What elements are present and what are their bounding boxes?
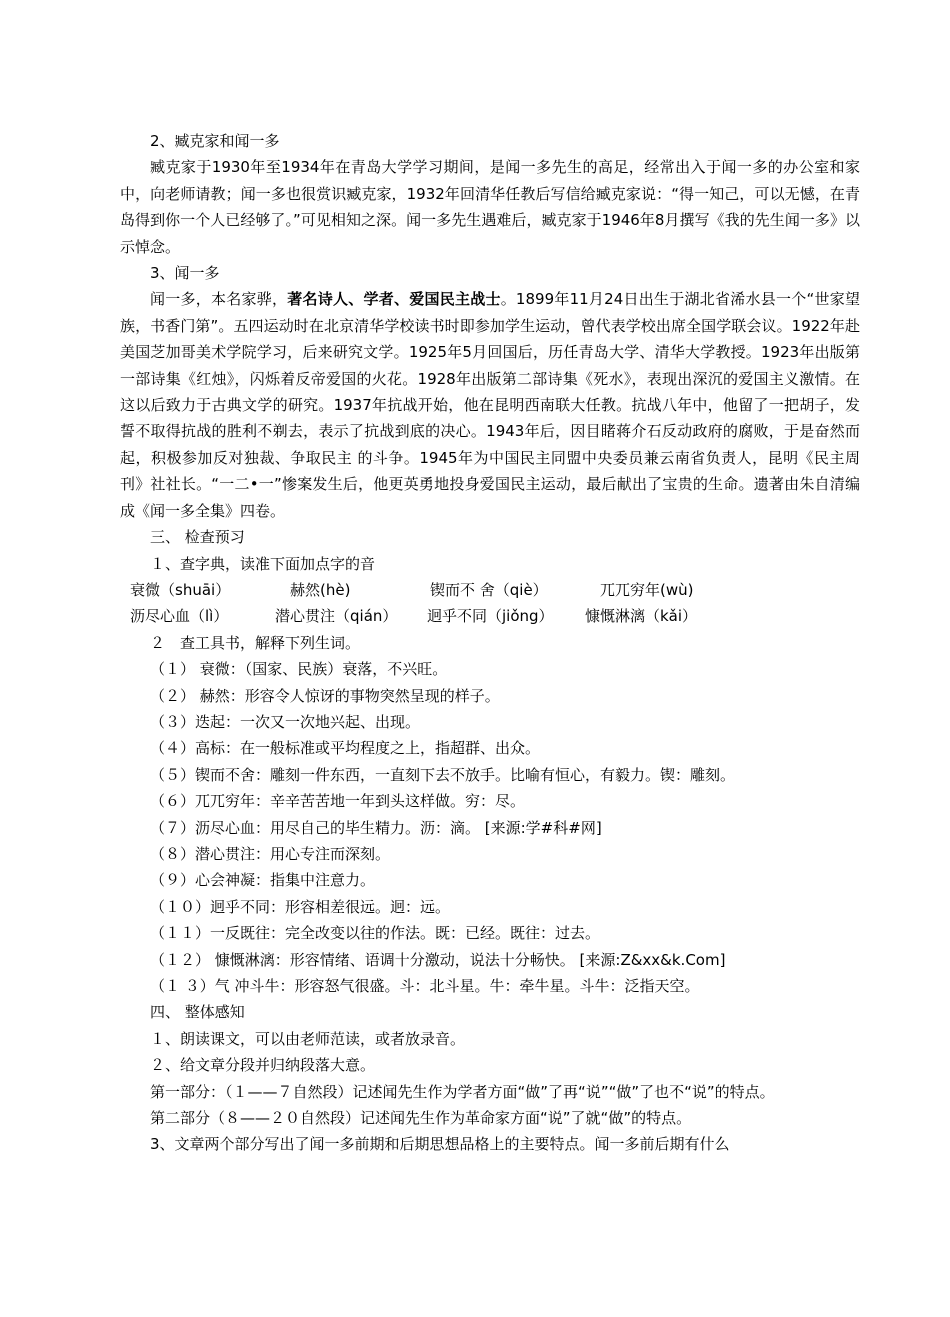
pronunciation-entry: 兀兀穷年(wù) xyxy=(600,580,694,599)
pronunciation-entry: 潜心贯注（qián） xyxy=(275,607,398,626)
overall-item-1: １、朗读课文，可以由老师范读，或者放录音。 xyxy=(150,1029,466,1048)
definition-item: （７）沥尽心血：用尽自己的毕生精力。沥：滴。 [来源:学#科#网] xyxy=(150,818,602,837)
pronunciation-entry: 迥乎不同（jiǒng） xyxy=(427,607,554,626)
check-item-2: ２ 查工具书，解释下列生词。 xyxy=(150,633,361,652)
definition-item: （５）锲而不舍：雕刻一件东西，一直刻下去不放手。比喻有恒心，有毅力。锲：雕刻。 xyxy=(150,765,736,784)
overall-item-2: ２、给文章分段并归纳段落大意。 xyxy=(150,1056,376,1075)
overall-item-3: 3、文章两个部分写出了闻一多前期和后期思想品格上的主要特点。闻一多前后期有什么 xyxy=(150,1135,730,1154)
definition-item: （６）兀兀穷年：辛辛苦苦地一年到头这样做。穷：尽。 xyxy=(150,792,526,811)
pronunciation-row-2 xyxy=(120,603,860,629)
definition-item: （１１）一反既往：完全改变以往的作法。既：已经。既往：过去。 xyxy=(150,924,601,943)
bio-text-start: 闻一多，本名家骅， xyxy=(150,290,288,309)
paragraph-wenyiduo xyxy=(120,286,860,524)
pronunciation-entry: 沥尽心血（lì） xyxy=(130,607,229,626)
definition-item: （３）迭起：一次又一次地兴起、出现。 xyxy=(150,712,421,731)
check-item-1: １、查字典，读准下面加点字的音 xyxy=(150,554,376,573)
definition-item: （１ ３）气 冲斗牛：形容怒气很盛。斗：北斗星。牛：牵牛星。斗牛：泛指天空。 xyxy=(150,977,700,995)
bio-text-rest: 。1899年11月24日出生于湖北省浠水县一个“世家望族，书香门第”。五四运动时在北京清华学校读书时即参加学生运动，曾代表学校出席全国学联会议。1922年赴美国芝加哥美术学院学习，后来研究文学。1925年5月回国后，历任青岛大学、清华大学教授。1923年出版第一部诗集《红烛》，闪烁着反帝爱国的火花。1928年出版第二部诗集《死水》，表现出深沉的爱国主义激情。在这以后致力于古典文学的研究。1937年抗战开始，他在昆明西南联大任教。抗战八年中，他留了一把胡子，发誓不取得抗战的胜利不剃去，表示了抗战到底的决心。1943年后，因目睹蒋介石反动政府的腐败，于是奋然而起，积极参加反对独裁、争取民主 的斗争。1945年为中国民主同盟中央委员兼云南省负责人，昆明《民主周刊》社社长。“一二•一”惨案发生后，他更英勇地投身爱国民主运动，最后献出了宝贵的生命。遗著由朱自清编成《闻一多全集》四卷。 xyxy=(120,290,860,520)
pronunciation-entry: 慷慨淋漓（kǎi） xyxy=(585,607,698,626)
definition-item: （１） 衰微：（国家、民族）衰落，不兴旺。 xyxy=(150,660,448,679)
definition-item: （９）心会神凝：指集中注意力。 xyxy=(150,871,376,890)
definition-item: （４）高标：在一般标准或平均程度之上，指超群、出众。 xyxy=(150,739,541,758)
section-heading-zangkejia: 2、臧克家和闻一多 xyxy=(150,132,280,150)
pronunciation-entry: 衰微（shuāi） xyxy=(130,580,231,599)
section-heading-wenyiduo: 3、闻一多 xyxy=(150,264,220,283)
pronunciation-entry: 锲而不 舍（qiè） xyxy=(430,580,548,599)
definition-item: （１２） 慷慨淋漓：形容情绪、语调十分激动，说法十分畅快。 [来源:Z&xx&k.Com] xyxy=(150,950,726,969)
pronunciation-entry: 赫然(hè) xyxy=(290,580,351,599)
paragraph-zangkejia: 臧克家于1930年至1934年在青岛大学学习期间，是闻一多先生的高足，经常出入于闻一多的办公室和家中，向老师请教；闻一多也很赏识臧克家，1932年回清华任教后写信给臧克家说：“得一知己，可以无憾，在青岛得到你一个人已经够了。”可见相知之深。闻一多先生遇难后，臧克家于1946年8月撰写《我的先生闻一多》以示悼念。 xyxy=(120,158,860,256)
definition-item: （８）潜心贯注：用心专注而深刻。 xyxy=(150,844,391,863)
part-1-summary: 第一部分：（１——７自然段）记述闻先生作为学者方面“做”了再“说”“做”了也不“说”的特点。 xyxy=(150,1082,775,1101)
document-body xyxy=(120,128,860,1158)
part-2-summary: 第二部分（８——２０自然段）记述闻先生作为革命家方面“说”了就“做”的特点。 xyxy=(150,1109,692,1128)
definition-item: （１０）迥乎不同：形容相差很远。迥：远。 xyxy=(150,897,451,916)
definition-item: （２） 赫然：形容令人惊讶的事物突然呈现的样子。 xyxy=(150,686,500,705)
pronunciation-row-1 xyxy=(120,577,860,603)
section-heading-check: 三、 检查预习 xyxy=(150,528,245,547)
bio-bold-title: 著名诗人、学者、爱国民主战士 xyxy=(287,290,501,309)
section-heading-overall: 四、 整体感知 xyxy=(150,1003,245,1022)
